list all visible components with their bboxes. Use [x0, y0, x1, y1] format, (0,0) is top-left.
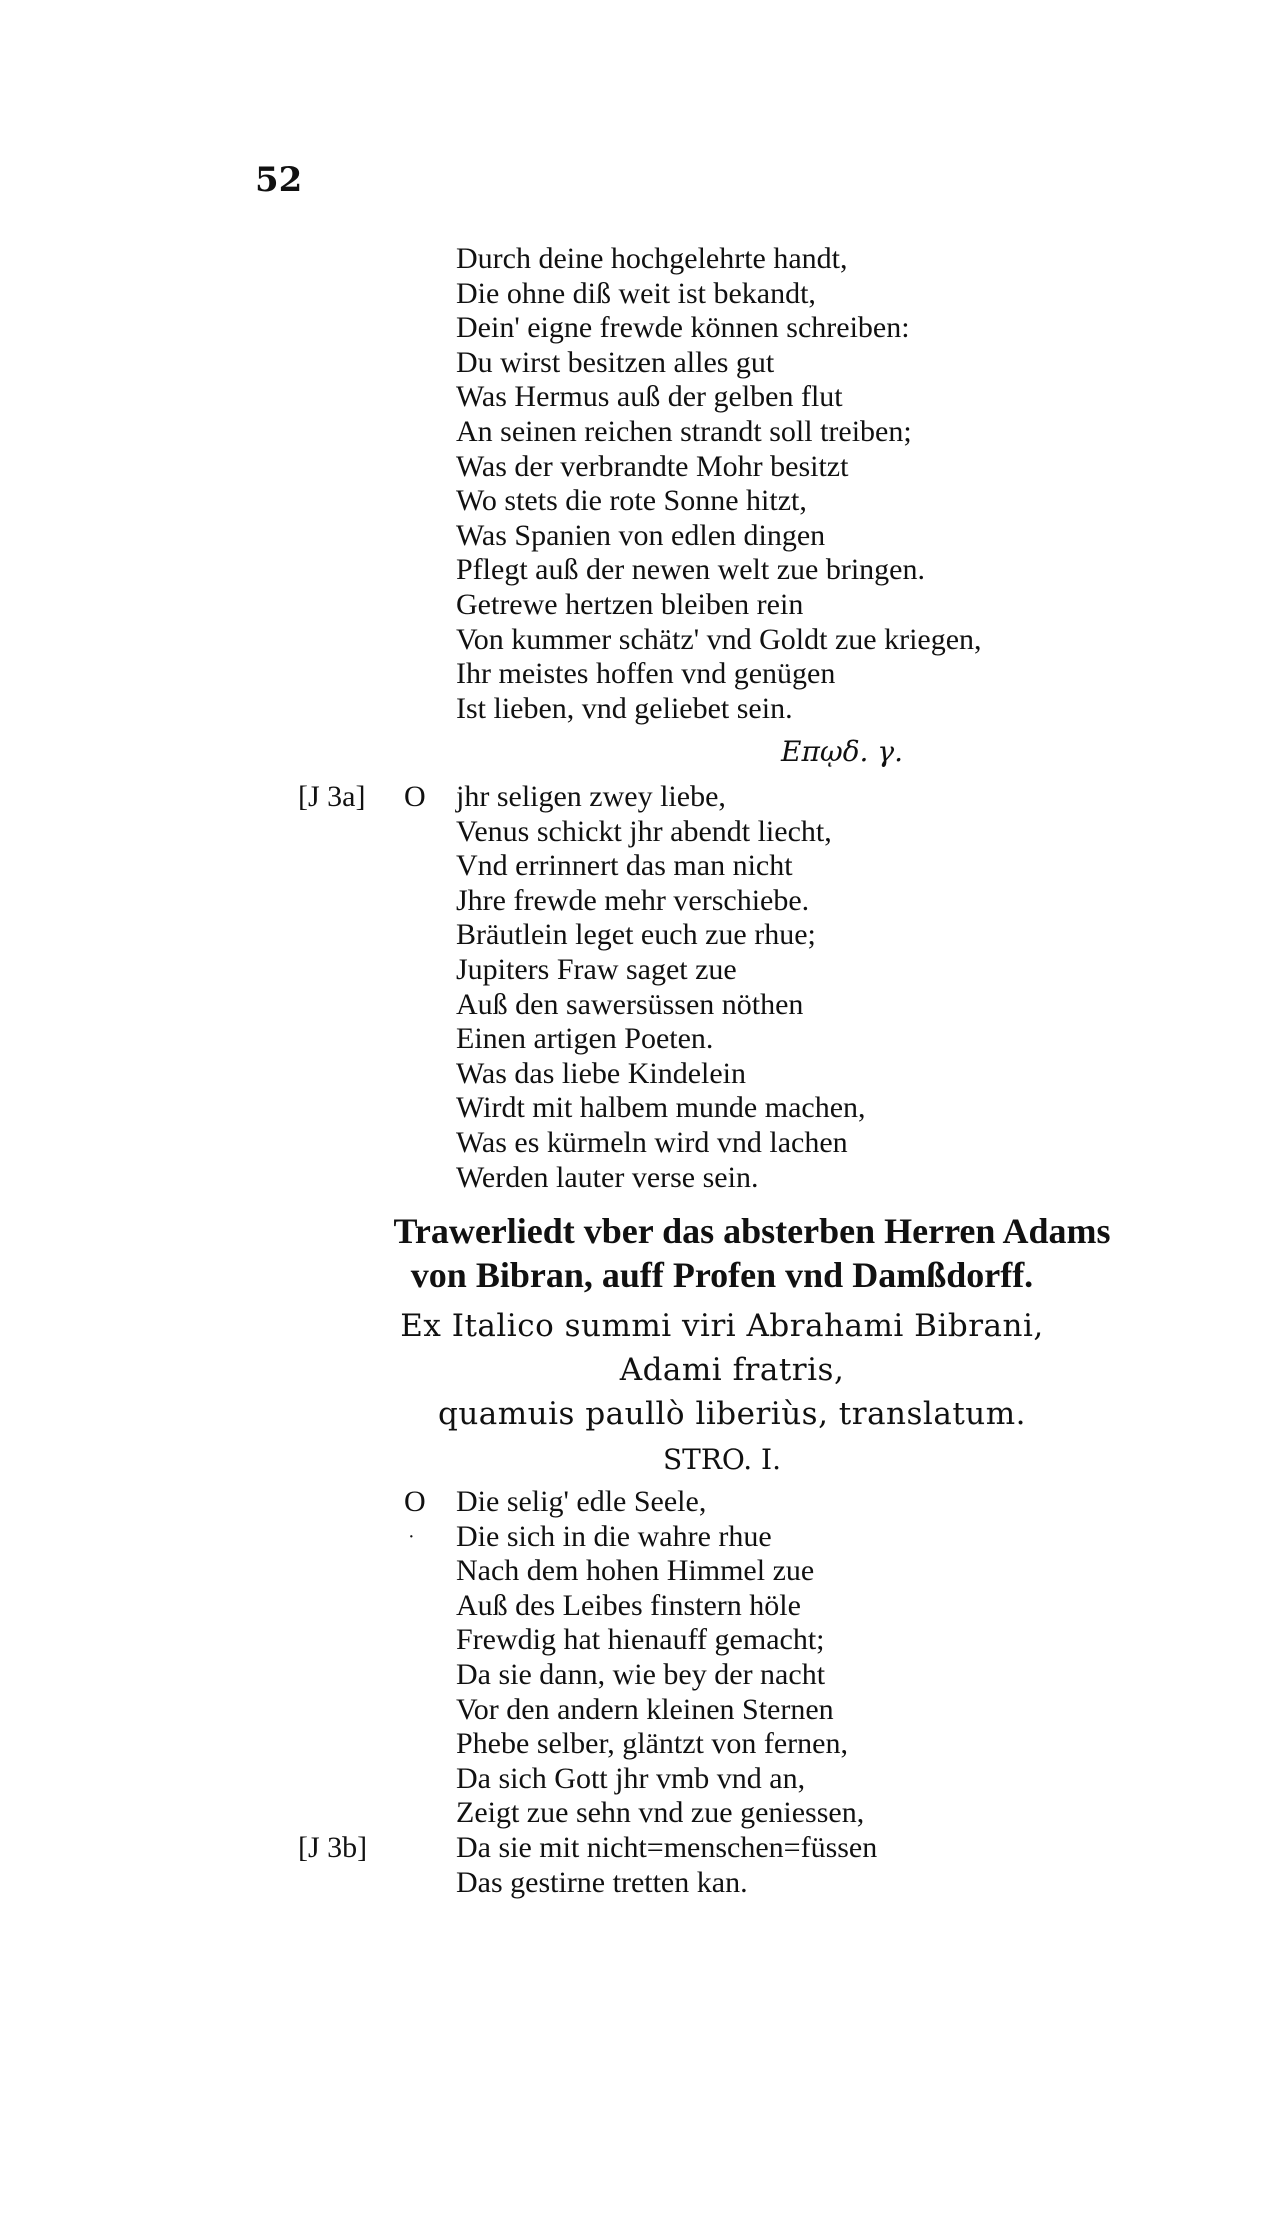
verse-line: Ist lieben, vnd geliebet sein. [456, 691, 793, 725]
verse-line: Die ohne diß weit ist bekandt, [456, 276, 816, 310]
latin-subtitle-line-1: Ex Italico summi viri Abrahami Bibrani, [400, 1308, 1044, 1344]
verse-line [298, 1830, 878, 1866]
verse-line: Dein' eigne frewde können schreiben: [456, 311, 910, 345]
verse-line: Nach dem hohen Himmel zue [456, 1554, 815, 1588]
strophe-heading: STRO. I. [662, 1443, 781, 1476]
verse-line: Ihr meistes hoffen vnd genügen [456, 657, 836, 691]
page-number: 52 [255, 160, 303, 200]
verse-line: Vnd errinnert das man nicht [456, 849, 793, 883]
verse-line: Was das liebe Kindelein [456, 1056, 746, 1090]
verse-line: Jhre frewde mehr verschiebe. [456, 883, 810, 917]
verse-line: Da sie dann, wie bey der nacht [456, 1657, 826, 1691]
verse-line: Das gestirne tretten kan. [456, 1865, 748, 1899]
verse-line: Venus schickt jhr abendt liecht, [456, 814, 832, 848]
latin-subtitle-line-2: Adami fratris, [619, 1352, 845, 1388]
verse-line: Durch deine hochgelehrte handt, [456, 242, 848, 275]
verse-line: Was der verbrandte Mohr besitzt [456, 449, 849, 483]
poem-title-line-1: Trawerliedt vber das absterben Herren Adams [393, 1211, 1111, 1251]
verse-text: Die sich in die wahre rhue [456, 1519, 772, 1553]
verse-line: Frewdig hat hienauff gemacht; [456, 1623, 825, 1657]
initial-o: O [404, 780, 426, 813]
verse-line [404, 1485, 877, 1520]
verse-line: Phebe selber, gläntzt von fernen, [456, 1727, 848, 1761]
verse-line: Was es kürmeln wird vnd lachen [456, 1125, 848, 1159]
verse-line: Da sich Gott jhr vmb vnd an, [456, 1761, 806, 1795]
verse-line: Von kummer schätz' vnd Goldt zue kriegen, [456, 622, 982, 656]
margin-dot: · [408, 1525, 415, 1548]
verse-line [298, 780, 866, 815]
stanza-3 [298, 1485, 878, 1900]
verse-line: Was Spanien von edlen dingen [456, 518, 826, 552]
verse-line: An seinen reichen strandt soll treiben; [456, 414, 912, 448]
verse-line: Werden lauter verse sein. [456, 1160, 759, 1194]
verse-line: Jupiters Fraw saget zue [456, 952, 737, 986]
verse-line: Wo stets die rote Sonne hitzt, [456, 484, 807, 518]
verse-line: Vor den andern kleinen Sternen [456, 1692, 834, 1726]
latin-subtitle-line-3: quamuis paullò liberiùs, translatum. [437, 1396, 1026, 1432]
verse-line: Getrewe hertzen bleiben rein [456, 587, 804, 621]
page-reference-3b: [J 3b] [298, 1830, 368, 1864]
verse-line: Pflegt auß der newen welt zue bringen. [456, 553, 925, 587]
verse-line [408, 1519, 877, 1555]
poem-title-line-2: von Bibran, auff Profen vnd Damßdorff. [410, 1255, 1034, 1295]
verse-text: Die selig' edle Seele, [456, 1485, 707, 1518]
verse-line: Du wirst besitzen alles gut [456, 345, 775, 379]
verse-line: Zeigt zue sehn vnd zue geniessen, [456, 1796, 865, 1830]
verse-line: Auß des Leibes finstern höle [456, 1588, 801, 1622]
verse-text: Da sie mit nicht=menschen=füssen [456, 1830, 878, 1864]
verse-line: Wirdt mit halbem munde machen, [456, 1091, 866, 1125]
stanza-2 [298, 780, 866, 1195]
initial-o: O [404, 1485, 426, 1518]
verse-line: Was Hermus auß der gelben flut [456, 380, 843, 414]
verse-text: jhr seligen zwey liebe, [456, 780, 726, 813]
verse-line: Einen artigen Poeten. [456, 1022, 714, 1056]
epode-heading: Επῳδ. γ. [781, 735, 903, 768]
verse-line: Bräutlein leget euch zue rhue; [456, 918, 816, 952]
stanza-1 [456, 242, 982, 726]
verse-line: Auß den sawersüssen nöthen [456, 987, 804, 1021]
page-reference-3a: [J 3a] [298, 780, 366, 813]
